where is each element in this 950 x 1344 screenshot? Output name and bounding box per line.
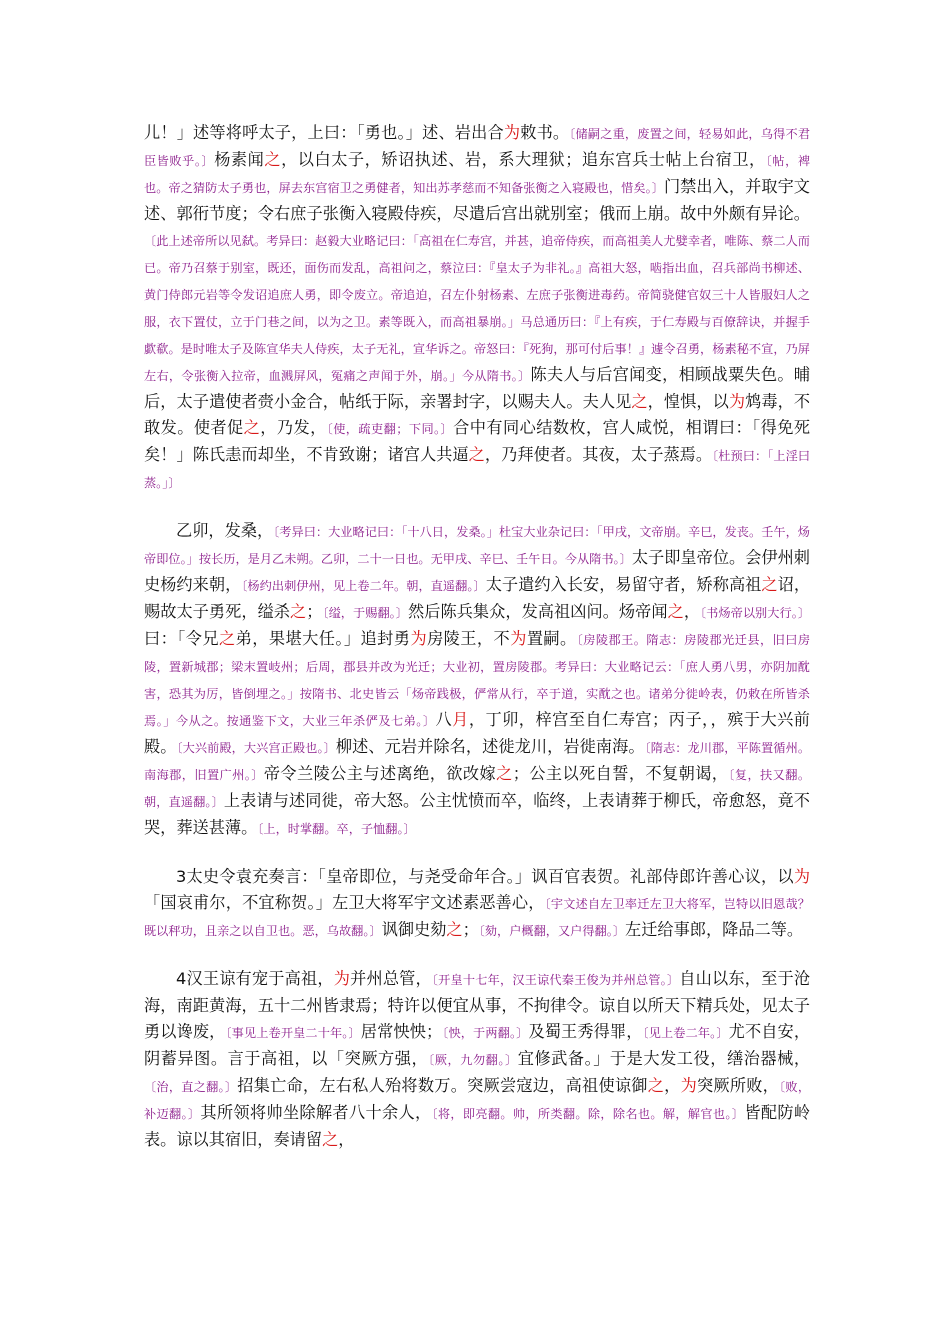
body-text: 门禁出入，并取宇文述、郭衎节度；令右庶子张衡入寝殿侍疾，尽遣后宫出就别室；俄而上崩。故中外颇有异论。 (144, 177, 810, 223)
annotation-text: 〔败，补迈翻。〕 (144, 1080, 811, 1121)
body-text: 太子遣约入长安，易留守者，矫称高祖 (485, 575, 762, 594)
body-text: 左迁给事郎，降品二等。 (625, 920, 804, 939)
annotation-text: 〔治，直之翻。〕 (144, 1080, 238, 1094)
body-text: 居常怏怏； (360, 1022, 443, 1041)
body-text: 上表请与述同徙，帝大怒。公主忧愤而卒，临终，上表请葬于柳氏，帝愈怒，竟不哭，葬送甚薄。 (144, 791, 810, 837)
highlighted-char: 为 (410, 629, 428, 648)
annotation-text: 〔储嗣之重，废置之间，轻易如此，乌得不君臣皆败乎。〕 (144, 127, 811, 168)
body-text: 皆配防岭表。谅以其宿旧，奏请留 (144, 1103, 811, 1149)
body-text: 尤不自安，阴蓄异图。言于高祖，以「突厥方强， (144, 1022, 811, 1068)
highlighted-char: 为 (503, 123, 521, 142)
highlighted-char: 之 (647, 1076, 665, 1095)
body-text: 帝令兰陵公主与述离绝，欲改嫁 (263, 764, 497, 783)
body-text: 曰：「令兄 (144, 629, 220, 648)
highlighted-char: 之 (631, 392, 648, 411)
annotation-text: 〔大兴前殿，大兴宫正殿也。〕 (176, 741, 336, 755)
body-text: 其所领将帅坐除解者八十余人， (200, 1103, 432, 1122)
highlighted-char: 之 (322, 1130, 339, 1149)
body-text: 置嗣。 (526, 629, 577, 648)
annotation-text: 〔开皇十七年，汉王谅代秦王俊为并州总管。〕 (431, 973, 680, 987)
highlighted-char: 之 (667, 602, 684, 621)
annotation-text: 〔杜预曰：「上淫曰蒸。」〕 (144, 449, 811, 490)
highlighted-char: 月 (452, 710, 469, 729)
body-text: 讽御史劾 (381, 920, 447, 939)
annotation-text: 〔缢，于赐翻。〕 (322, 606, 409, 620)
highlighted-char: 为 (333, 969, 351, 988)
body-text: 柳述、元岩并除名，述徙龙川，岩徙南海。 (335, 737, 645, 756)
highlighted-char: 之 (219, 629, 236, 648)
body-text: ， (664, 1076, 681, 1095)
body-text: 然后陈兵集众，发高祖凶问。炀帝闻 (408, 602, 668, 621)
annotation-text: 〔房陵郡王。隋志：房陵郡光迁县，旧曰房陵，置新城郡；梁末置岐州；后周，郡县并改为光迁；大业初，置房陵郡。考异曰：大业略记云：「庶人勇八男，亦阴加酖害，恐其为厉，皆倒埋之。」按隋书、北史皆云「炀帝践极，俨常从行，卒于道，实酖之也。诸弟分徙岭表，仍敕在所皆杀焉。」今从之。按通鉴下文，大业三年杀俨及七弟。〕 (144, 633, 811, 728)
paragraph-1 (144, 120, 810, 496)
body-text: 太子即皇帝位。会伊州刺史杨约来朝， (144, 548, 810, 594)
annotation-text: 〔考异曰：大业略记曰：「十八日，发桑。」杜宝大业杂记曰：「甲戌，文帝崩。辛巳，发丧。壬午，炀帝即位。」按长历，是月乙未朔。乙卯，二十一日也。无甲戌、辛巳、壬午日。今从隋书。〕 (144, 525, 810, 566)
paragraph-4 (144, 966, 810, 1153)
body-text: 儿！」述等将呼太子，上曰：「勇也。」述、岩出合 (144, 123, 504, 142)
annotation-text: 〔将，即亮翻。帅，所类翻。除，除名也。解，解官也。〕 (431, 1107, 745, 1121)
body-text: 陈夫人与后宫闻变，相顾战粟失色。晡后，太子遣使者赍小金合，帖纸于际，亲署封字，以赐夫人。夫人见 (144, 365, 810, 411)
annotation-text: 〔隋志：龙川郡，平陈置循州。南海郡，旧置广州。〕 (144, 741, 811, 782)
paragraph-3 (144, 864, 810, 944)
annotation-text: 〔帖，裨也。帝之猜防太子勇也，屏去东宫宿卫之勇健者，知出苏孝慈而不知备张衡之入寝殿也，惜矣。〕 (144, 154, 811, 195)
highlighted-char: 之 (290, 602, 307, 621)
highlighted-char: 之 (446, 920, 463, 939)
highlighted-char: 为 (510, 629, 527, 648)
body-text: ，乃发， (260, 418, 327, 437)
annotation-text: 〔复，扶又翻。朝，直遥翻。〕 (144, 768, 811, 809)
annotation-text: 〔劾，户概翻，又户得翻。〕 (478, 924, 626, 938)
body-text: 八 (435, 710, 453, 729)
body-text: 乙卯，发桑， (176, 521, 274, 540)
body-text: 宜修武备。」于是大发工役，缮治器械， (517, 1049, 811, 1068)
annotation-text: 〔见上卷二年。〕 (642, 1026, 729, 1040)
annotation-text: 〔书炀帝以别大行。〕 (700, 606, 811, 620)
body-text: 杨素闻 (214, 150, 265, 169)
body-text: 自山以东，至于沧海，南距黄海，五十二州皆隶焉；特许以便宜从事，不拘律令。谅自以所天下精兵处，见太子勇以谗废， (144, 969, 811, 1041)
paragraph-2 (144, 518, 810, 842)
body-text: ，丁卯，梓宫至自仁寿宫；丙子，，殡于大兴前殿。 (144, 710, 810, 756)
body-text: 4汉王谅有宠于高祖， (176, 969, 334, 988)
body-text: 房陵王，不 (427, 629, 511, 648)
annotation-text: 〔此上述帝所以见弑。考异曰：赵毅大业略记曰：「高祖在仁寿宫，并甚，追帝侍疾，而高祖美人尤嬖幸者，唯陈、蔡二人而已。帝乃召蔡于别室，既还，面伤而发乱，高祖问之，蔡泣曰：『皇太子为非礼。』高祖大怒，啮指出血，召兵部尚书柳述、黄门侍郎元岩等令发诏追庶人勇，即令废立。帝追迫，召左仆射杨素、左庶子张衡进毒药。帝简骁健官奴三十人皆服妇人之服，衣下置仗，立于门巷之间，以为之卫。素等既入，而高祖暴崩。」马总通历曰：『上有疾，于仁寿殿与百僚辞诀，并握手歔欷。是时唯太子及陈宣华夫人侍疾，太子无礼，宣华诉之。帝怒曰：『死狗，那可付后事！』遽令召勇，杨素秘不宣，乃屏左右，令张衡入拉帝，血溅屏风，冤痛之声闻于外，崩。」今从隋书。〕 (144, 234, 810, 383)
annotation-text: 〔杨约出刺伊州，见上卷二年。朝，直遥翻。〕 (241, 579, 486, 593)
body-text: 鸩毒，不敢发。使者促 (144, 392, 811, 437)
annotation-text: 〔厥，九勿翻。〕 (428, 1053, 518, 1067)
highlighted-char: 之 (496, 764, 513, 783)
body-text: 诏，赐故太子勇死，缢杀 (144, 575, 811, 621)
highlighted-char: 之 (264, 150, 282, 169)
annotation-text: 〔事见上卷开皇二十年。〕 (225, 1026, 361, 1040)
body-text: ，乃拜使者。其夜，太子蒸焉。 (484, 445, 713, 464)
body-text: ；公主以死自誓，不复朝谒， (512, 764, 729, 783)
highlighted-char: 之 (468, 445, 485, 464)
body-text: ， (338, 1130, 355, 1149)
body-text: 及蜀王秀得罪， (528, 1022, 643, 1041)
annotation-text: 〔宇文述自左卫率迁左卫大将军，岂特以旧恩哉？既以秤功，且亲之以自卫也。恶，乌故翻。〕 (144, 897, 810, 938)
annotation-text: 〔怏，于两翻。〕 (442, 1026, 529, 1040)
body-text: ，惶惧，以 (647, 392, 729, 411)
annotation-text: 〔使，疏吏翻；下同。〕 (326, 422, 454, 436)
highlighted-char: 为 (728, 392, 746, 411)
body-text: 合中有同心结数枚，宫人咸悦，相谓曰：「得免死矣！」陈氏恚而却坐，不肯致谢；诸宫人共逼 (144, 418, 811, 464)
highlighted-char: 之 (761, 575, 778, 594)
highlighted-char: 为 (793, 867, 810, 886)
highlighted-char: 为 (680, 1076, 697, 1095)
body-text: ； (306, 602, 323, 621)
body-text: 敕书。 (520, 123, 570, 142)
body-text: ； (462, 920, 479, 939)
body-text: 弟，果堪大任。」追封勇 (235, 629, 411, 648)
body-text: 3太史令袁充奏言：「皇帝即位，与尧受命年合。」讽百官表贺。礼部侍郎许善心议，以 (176, 867, 794, 886)
annotation-text: 〔上，时掌翻。卒，子恤翻。〕 (257, 822, 416, 836)
body-text: ， (683, 602, 701, 621)
body-text: ，以白太子，矫诏执述、岩，系大理狱；追东宫兵士帖上台宿卫， (281, 150, 766, 169)
body-text: 「国哀甫尔，不宜称贺。」左卫大将军宇文述素恶善心， (144, 893, 545, 912)
body-text: 并州总管， (350, 969, 432, 988)
highlighted-char: 之 (243, 418, 261, 437)
body-text: 招集亡命，左右私人殆将数万。突厥尝寇边，高祖使谅御 (237, 1076, 648, 1095)
body-text: 突厥所败， (696, 1076, 780, 1095)
